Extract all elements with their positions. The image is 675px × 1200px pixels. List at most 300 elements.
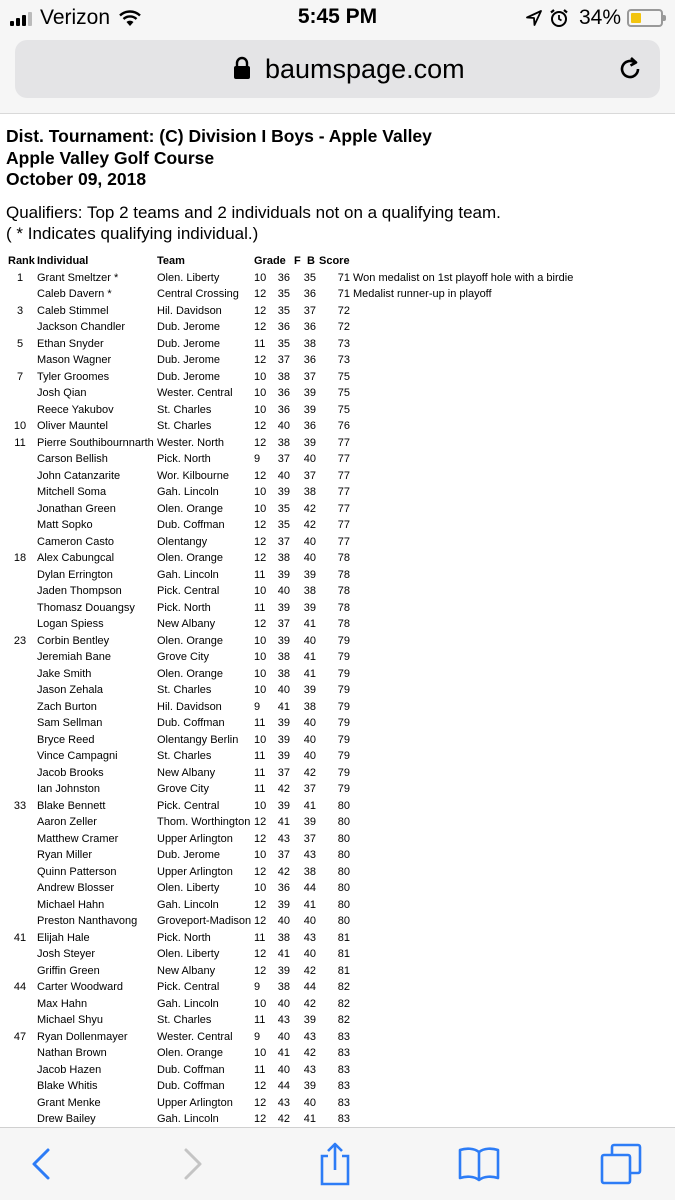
location-arrow-icon <box>525 9 543 27</box>
cell-front: 37 <box>277 618 290 630</box>
cell-back: 42 <box>303 964 316 977</box>
cell-score: 80 <box>337 865 350 878</box>
lock-icon <box>233 56 251 80</box>
cell-front: 38 <box>277 667 290 680</box>
cell-team: Dub. Jerome <box>157 337 220 350</box>
table-row <box>0 682 675 699</box>
cell-individual: Matthew Cramer <box>37 832 119 845</box>
course-name: Apple Valley Golf Course <box>6 147 215 168</box>
cell-front: 40 <box>277 915 290 927</box>
cell-score: 77 <box>337 453 350 465</box>
cell-team: New Albany <box>157 766 216 779</box>
cell-front: 36 <box>277 387 290 399</box>
cell-score: 72 <box>337 321 350 333</box>
cell-grade: 11 <box>254 717 266 729</box>
table-row <box>0 699 675 716</box>
header-score: Score <box>319 255 350 267</box>
cell-grade: 12 <box>254 321 267 333</box>
cell-score: 79 <box>337 766 350 779</box>
cell-rank: 44 <box>13 981 27 993</box>
cell-score: 77 <box>337 469 350 482</box>
cell-grade: 12 <box>254 1080 267 1092</box>
cell-team: Olen. Orange <box>157 667 224 680</box>
cell-back: 39 <box>303 684 316 696</box>
cell-individual: Oliver Mauntel <box>37 420 108 432</box>
table-row <box>0 897 675 914</box>
cell-individual: Jeremiah Bane <box>37 651 111 663</box>
back-icon[interactable] <box>20 1142 66 1186</box>
cell-back: 37 <box>303 832 316 845</box>
address-bar[interactable] <box>15 40 660 98</box>
cell-back: 42 <box>303 997 316 1010</box>
cell-team: St. Charles <box>157 684 212 696</box>
cell-note: Won medalist on 1st playoff hole with a birdie <box>353 271 574 284</box>
cell-back: 37 <box>303 304 316 317</box>
cell-grade: 11 <box>254 783 266 795</box>
cell-grade: 11 <box>254 1063 266 1076</box>
cell-front: 39 <box>277 733 290 746</box>
cell-score: 83 <box>337 1047 350 1059</box>
cell-score: 77 <box>337 519 350 531</box>
status-bar <box>0 0 675 36</box>
cell-individual: Ethan Snyder <box>37 337 104 350</box>
cell-back: 41 <box>303 1113 316 1125</box>
cell-team: New Albany <box>157 964 216 977</box>
cell-front: 37 <box>277 354 290 366</box>
battery-level <box>631 13 641 23</box>
table-row <box>0 930 675 947</box>
table-row <box>0 880 675 897</box>
table-row <box>0 385 675 402</box>
cell-grade: 10 <box>254 997 267 1010</box>
cell-back: 41 <box>303 667 316 680</box>
reload-icon[interactable] <box>616 55 644 83</box>
cell-score: 82 <box>337 997 350 1010</box>
cell-rank: 33 <box>13 799 27 812</box>
table-row <box>0 633 675 650</box>
cell-back: 37 <box>303 783 316 795</box>
cell-rank: 7 <box>16 370 24 383</box>
cell-individual: Pierre Southibournnarth <box>37 436 154 449</box>
cell-front: 38 <box>277 436 290 449</box>
cell-back: 44 <box>303 981 316 993</box>
cell-grade: 12 <box>254 618 267 630</box>
cell-score: 80 <box>337 882 350 894</box>
cell-grade: 12 <box>254 288 267 300</box>
cell-team: Olentangy <box>157 535 208 548</box>
cell-score: 81 <box>337 948 350 960</box>
cell-team: Dub. Jerome <box>157 354 220 366</box>
cell-score: 80 <box>337 816 350 828</box>
cell-grade: 10 <box>254 1047 267 1059</box>
battery-percent: 34% <box>578 6 621 29</box>
cell-grade: 10 <box>254 684 267 696</box>
cell-individual: Corbin Bentley <box>37 634 110 647</box>
qualifiers-note <box>6 202 670 244</box>
table-row <box>0 946 675 963</box>
qualifier-legend: ( * Indicates qualifying individual.) <box>6 223 259 243</box>
cell-grade: 12 <box>254 816 267 828</box>
cell-front: 39 <box>277 634 290 647</box>
cell-individual: Michael Hahn <box>37 898 105 911</box>
table-row <box>0 451 675 468</box>
cell-rank: 47 <box>13 1030 27 1043</box>
cell-individual: Tyler Groomes <box>37 370 110 383</box>
cell-team: Olen. Liberty <box>157 271 220 284</box>
cell-front: 42 <box>277 865 290 878</box>
cell-front: 38 <box>277 981 290 993</box>
cell-front: 39 <box>277 964 290 977</box>
cell-team: Hil. Davidson <box>157 304 222 317</box>
cell-back: 36 <box>303 420 316 432</box>
cell-individual: Reece Yakubov <box>37 403 114 416</box>
cell-team: Gah. Lincoln <box>157 1113 219 1125</box>
cell-score: 83 <box>337 1113 350 1125</box>
table-row <box>0 847 675 864</box>
cell-team: Pick. North <box>157 931 211 944</box>
cell-grade: 12 <box>254 519 267 531</box>
table-row <box>0 319 675 336</box>
cell-team: Olen. Orange <box>157 552 224 564</box>
cell-grade: 11 <box>254 750 266 762</box>
cell-grade: 12 <box>254 469 267 482</box>
cell-score: 80 <box>337 799 350 812</box>
cell-score: 79 <box>337 750 350 762</box>
cell-individual: John Catanzarite <box>37 469 121 482</box>
header-team: Team <box>157 255 185 267</box>
cell-score: 78 <box>337 618 350 630</box>
table-row <box>0 781 675 798</box>
table-row <box>0 352 675 369</box>
table-row <box>0 336 675 353</box>
cell-grade: 12 <box>254 420 267 432</box>
cell-front: 39 <box>277 601 290 614</box>
cell-rank: 23 <box>13 634 27 647</box>
table-row <box>0 303 675 320</box>
cell-grade: 10 <box>254 387 267 399</box>
table-row <box>0 1029 675 1046</box>
table-row <box>0 864 675 881</box>
cell-score: 73 <box>337 354 350 366</box>
cell-back: 44 <box>303 882 316 894</box>
table-header <box>0 253 675 270</box>
table-row <box>0 979 675 996</box>
cell-team: Dub. Coffman <box>157 1063 225 1076</box>
cell-front: 35 <box>277 502 290 515</box>
cell-individual: Jacob Brooks <box>37 766 104 779</box>
cell-back: 39 <box>303 568 316 581</box>
status-right <box>525 6 663 30</box>
cell-front: 38 <box>277 651 290 663</box>
cell-score: 75 <box>337 387 350 399</box>
cell-score: 80 <box>337 915 350 927</box>
table-row <box>0 286 675 303</box>
cell-back: 38 <box>303 486 316 498</box>
qualifiers-line: Qualifiers: Top 2 teams and 2 individuals not on a qualifying team. <box>6 202 501 222</box>
table-row <box>0 600 675 617</box>
table-row <box>0 616 675 633</box>
cell-front: 38 <box>277 370 290 383</box>
cell-back: 40 <box>303 535 316 548</box>
cell-front: 41 <box>277 1047 290 1059</box>
cell-team: Pick. Central <box>157 585 220 597</box>
cell-team: Gah. Lincoln <box>157 486 219 498</box>
table-row <box>0 649 675 666</box>
cell-score: 72 <box>337 304 350 317</box>
forward-icon[interactable] <box>170 1142 216 1186</box>
cell-back: 42 <box>303 519 316 531</box>
cell-grade: 12 <box>254 552 267 564</box>
cell-front: 35 <box>277 304 290 317</box>
cell-back: 35 <box>303 271 316 284</box>
share-icon[interactable] <box>312 1142 358 1186</box>
cell-front: 38 <box>277 552 290 564</box>
cell-back: 41 <box>303 898 316 911</box>
cell-grade: 12 <box>254 915 267 927</box>
cell-individual: Carter Woodward <box>37 981 123 993</box>
cell-team: St. Charles <box>157 420 212 432</box>
cell-score: 75 <box>337 370 350 383</box>
cell-individual: Aaron Zeller <box>37 816 97 828</box>
table-row <box>0 814 675 831</box>
cell-grade: 11 <box>254 931 266 944</box>
cell-grade: 9 <box>254 981 261 993</box>
tournament-title: Dist. Tournament: (C) Division I Boys - Apple Valley <box>6 126 432 146</box>
cell-score: 80 <box>337 832 350 845</box>
cell-individual: Ryan Dollenmayer <box>37 1030 128 1043</box>
cell-score: 79 <box>337 700 350 713</box>
cell-individual: Josh Steyer <box>37 948 96 960</box>
cell-individual: Mitchell Soma <box>37 486 107 498</box>
cell-individual: Matt Sopko <box>37 519 93 531</box>
cell-score: 78 <box>337 568 350 581</box>
cell-grade: 12 <box>254 304 267 317</box>
cell-back: 39 <box>303 601 316 614</box>
table-row <box>0 270 675 287</box>
cell-grade: 11 <box>254 337 266 350</box>
cell-grade: 9 <box>254 453 261 465</box>
table-row <box>0 1062 675 1079</box>
cell-score: 78 <box>337 552 350 564</box>
cell-individual: Michael Shyu <box>37 1014 104 1026</box>
cell-team: St. Charles <box>157 750 212 762</box>
header-front: F <box>294 255 301 267</box>
table-row <box>0 1111 675 1128</box>
cell-score: 78 <box>337 585 350 597</box>
cell-individual: Mason Wagner <box>37 354 112 366</box>
cell-front: 35 <box>277 288 290 300</box>
cell-grade: 12 <box>254 1096 267 1109</box>
cell-individual: Elijah Hale <box>37 931 90 944</box>
cell-team: Olen. Liberty <box>157 948 220 960</box>
cell-front: 39 <box>277 750 290 762</box>
cell-back: 40 <box>303 634 316 647</box>
cell-front: 37 <box>277 849 290 861</box>
cell-team: Gah. Lincoln <box>157 568 219 581</box>
cell-team: Olen. Orange <box>157 634 224 647</box>
table-row <box>0 517 675 534</box>
cell-front: 43 <box>277 1014 290 1026</box>
cell-individual: Carson Bellish <box>37 453 108 465</box>
bookmarks-icon[interactable] <box>456 1142 502 1186</box>
cell-individual: Logan Spiess <box>37 618 104 630</box>
cell-score: 79 <box>337 733 350 746</box>
cell-rank: 5 <box>16 337 24 350</box>
cell-team: Dub. Coffman <box>157 519 225 531</box>
cell-individual: Dylan Errington <box>37 568 113 581</box>
cell-grade: 12 <box>254 832 267 845</box>
cell-back: 38 <box>303 865 316 878</box>
tabs-icon[interactable] <box>598 1142 644 1186</box>
cell-back: 39 <box>303 436 316 449</box>
table-row <box>0 798 675 815</box>
cell-individual: Andrew Blosser <box>37 882 115 894</box>
cell-grade: 10 <box>254 502 267 515</box>
table-row <box>0 501 675 518</box>
header-individual: Individual <box>37 255 89 267</box>
alarm-clock-icon <box>549 8 569 28</box>
cell-team: Upper Arlington <box>157 865 233 878</box>
cell-front: 40 <box>277 1063 290 1076</box>
cell-score: 77 <box>337 502 350 515</box>
cell-grade: 10 <box>254 585 267 597</box>
cell-grade: 10 <box>254 667 267 680</box>
cell-team: Pick. North <box>157 453 211 465</box>
cell-individual: Nathan Brown <box>37 1047 107 1059</box>
cell-back: 40 <box>303 717 316 729</box>
table-row <box>0 1012 675 1029</box>
cell-front: 43 <box>277 1096 290 1109</box>
cell-back: 41 <box>303 618 316 630</box>
cell-individual: Jacob Hazen <box>37 1063 102 1076</box>
cell-front: 38 <box>277 931 290 944</box>
cell-rank: 11 <box>14 436 26 449</box>
table-row <box>0 765 675 782</box>
cell-team: Wester. Central <box>157 387 233 399</box>
cell-front: 36 <box>277 882 290 894</box>
cell-back: 42 <box>303 502 316 515</box>
cell-team: Olen. Liberty <box>157 882 220 894</box>
cell-individual: Bryce Reed <box>37 733 95 746</box>
header-grade: Grade <box>254 255 286 267</box>
cell-team: Grove City <box>157 651 209 663</box>
cell-individual: Blake Bennett <box>37 799 106 812</box>
table-row <box>0 1078 675 1095</box>
table-row <box>0 732 675 749</box>
cell-grade: 10 <box>254 733 267 746</box>
cell-individual: Thomasz Douangsy <box>37 601 135 614</box>
cell-individual: Griffin Green <box>37 964 100 977</box>
cell-grade: 12 <box>254 964 267 977</box>
table-row <box>0 418 675 435</box>
cell-individual: Jackson Chandler <box>37 321 126 333</box>
cell-back: 40 <box>303 948 316 960</box>
battery-icon <box>627 9 663 27</box>
cell-grade: 12 <box>254 898 267 911</box>
browser-toolbar <box>0 1127 675 1200</box>
cell-grade: 11 <box>254 1014 266 1026</box>
cell-team: Dub. Coffman <box>157 1080 225 1092</box>
cell-back: 39 <box>303 387 316 399</box>
cell-score: 71 <box>337 288 350 300</box>
cell-back: 40 <box>303 453 316 465</box>
cell-score: 79 <box>337 634 350 647</box>
cell-front: 40 <box>277 684 290 696</box>
cell-team: Upper Arlington <box>157 1096 233 1109</box>
cell-score: 78 <box>337 601 350 614</box>
cell-individual: Sam Sellman <box>37 717 103 729</box>
cell-score: 71 <box>337 271 350 284</box>
browser-address-area <box>0 36 675 114</box>
table-row <box>0 468 675 485</box>
cell-front: 41 <box>277 700 290 713</box>
cell-individual: Max Hahn <box>37 997 88 1010</box>
cell-grade: 11 <box>254 766 266 779</box>
cell-front: 39 <box>277 799 290 812</box>
cell-score: 79 <box>337 717 350 729</box>
table-row <box>0 567 675 584</box>
cell-front: 44 <box>277 1080 290 1092</box>
url-text[interactable]: baumspage.com <box>265 54 465 84</box>
cell-grade: 10 <box>254 799 267 812</box>
cell-rank: 18 <box>13 552 27 564</box>
table-row <box>0 369 675 386</box>
cell-individual: Blake Whitis <box>37 1080 98 1092</box>
page-content <box>6 126 670 244</box>
cell-score: 77 <box>337 535 350 548</box>
cell-individual: Jonathan Green <box>37 502 116 515</box>
cell-individual: Zach Burton <box>37 700 97 713</box>
cell-back: 43 <box>303 931 316 944</box>
carrier-name: Verizon <box>40 6 111 29</box>
cell-grade: 12 <box>254 948 267 960</box>
cell-note: Medalist runner-up in playoff <box>353 288 492 300</box>
cell-team: Central Crossing <box>157 288 239 300</box>
cell-score: 81 <box>337 931 350 944</box>
cell-front: 35 <box>277 337 290 350</box>
cell-grade: 10 <box>254 370 267 383</box>
cell-back: 43 <box>303 1063 316 1076</box>
cell-back: 40 <box>303 733 316 746</box>
cell-front: 40 <box>277 469 290 482</box>
cell-grade: 11 <box>254 568 266 581</box>
table-row <box>0 913 675 930</box>
cell-score: 83 <box>337 1063 350 1076</box>
cell-grade: 12 <box>254 1113 267 1125</box>
cell-team: Dub. Jerome <box>157 370 220 383</box>
cell-back: 36 <box>303 321 316 333</box>
cell-back: 40 <box>303 915 316 927</box>
cell-grade: 12 <box>254 354 267 366</box>
cell-team: Dub. Jerome <box>157 321 220 333</box>
cell-back: 42 <box>303 766 316 779</box>
cell-score: 83 <box>337 1096 350 1109</box>
cell-individual: Caleb Stimmel <box>37 304 109 317</box>
cell-front: 37 <box>277 453 290 465</box>
cell-team: Upper Arlington <box>157 832 233 845</box>
table-row <box>0 996 675 1013</box>
table-row <box>0 484 675 501</box>
cell-score: 73 <box>337 337 350 350</box>
table-row <box>0 534 675 551</box>
cell-score: 83 <box>337 1080 350 1092</box>
cell-back: 43 <box>303 1030 316 1043</box>
table-row <box>0 402 675 419</box>
cell-individual: Jaden Thompson <box>37 585 122 597</box>
cell-score: 77 <box>337 486 350 498</box>
table-row <box>0 1095 675 1112</box>
cell-front: 40 <box>277 585 290 597</box>
